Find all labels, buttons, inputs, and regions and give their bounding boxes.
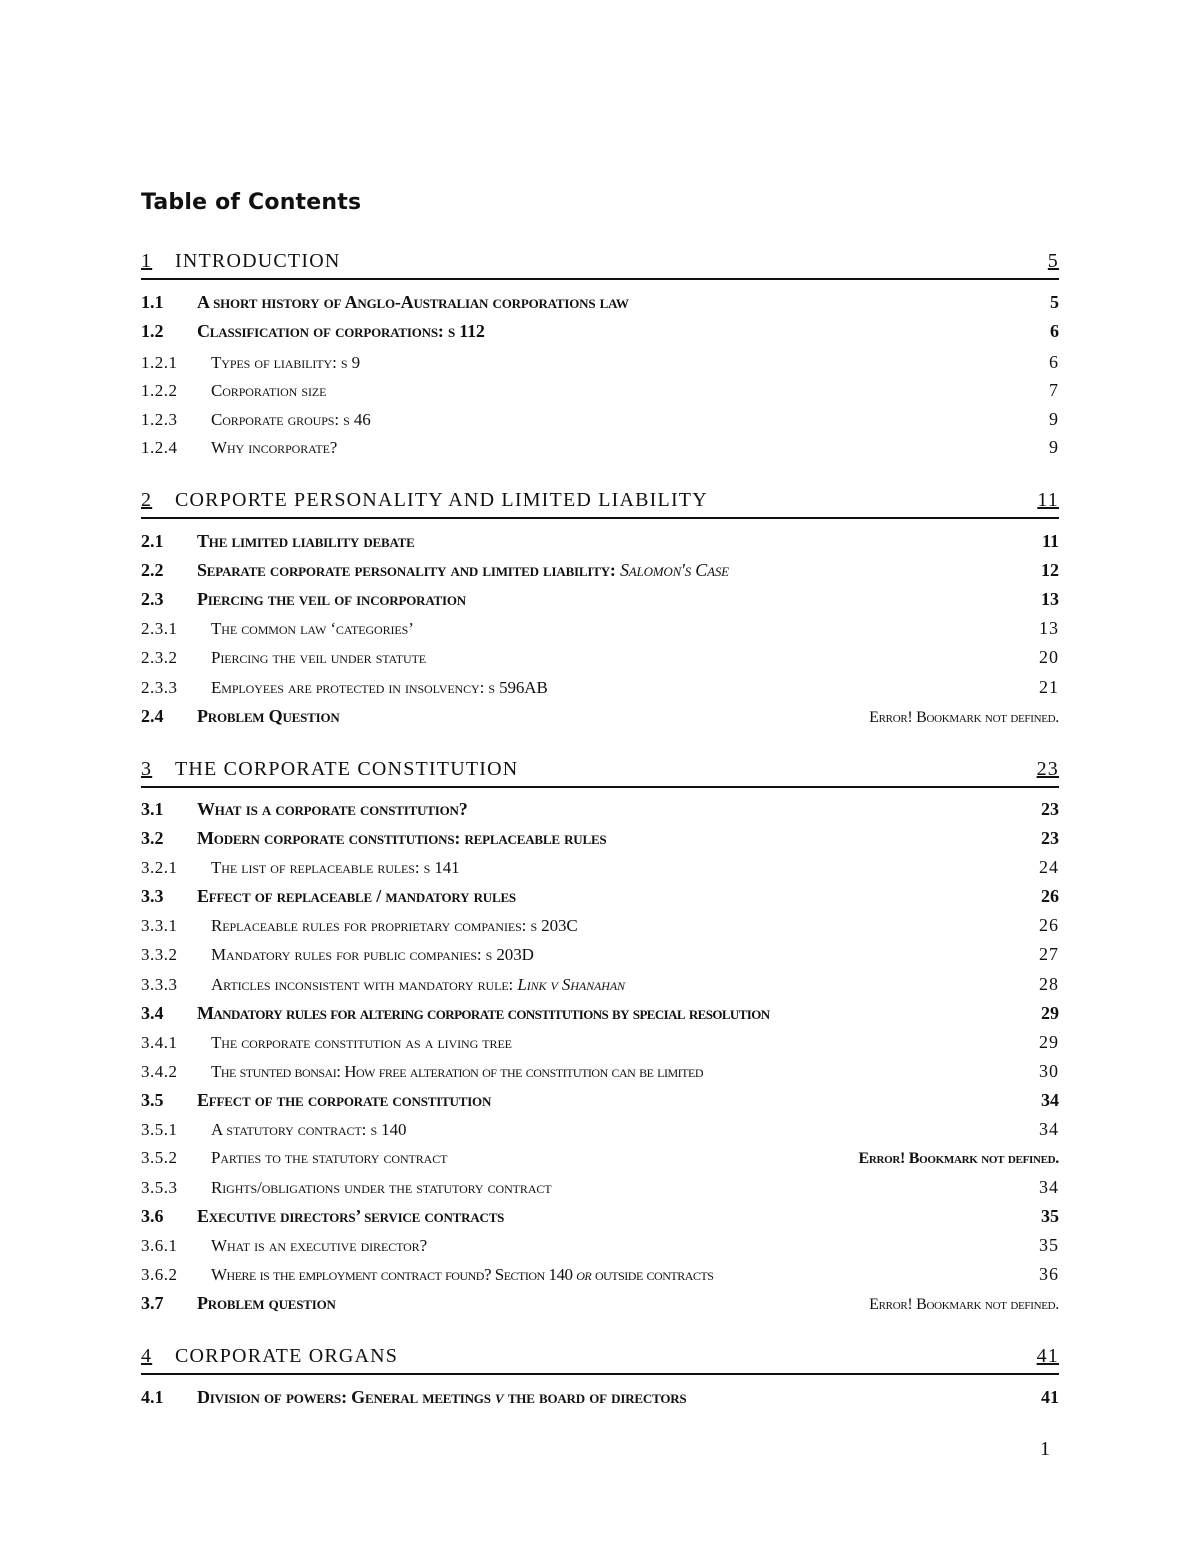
toc-entry-3[interactable]	[141, 758, 1059, 788]
entry-page: 20	[1039, 647, 1059, 667]
toc-entry-2-3-1[interactable]	[141, 618, 1059, 639]
entry-title: Types of liability: s 9	[211, 353, 360, 372]
entry-number: 3.5.1	[141, 1120, 178, 1139]
toc-entry-1-2-1[interactable]	[141, 352, 1059, 373]
entry-page: 11	[1041, 531, 1059, 551]
entry-page-error: Error! Bookmark not defined.	[858, 1150, 1059, 1167]
entry-number: 2.2	[141, 560, 164, 580]
entry-number: 3	[141, 758, 153, 780]
toc-entry-3-5-3[interactable]	[141, 1177, 1059, 1198]
entry-title: The common law ‘categories’	[211, 619, 414, 638]
entry-page: 34	[1041, 1090, 1059, 1110]
entry-title: THE CORPORATE CONSTITUTION	[175, 758, 519, 780]
entry-number: 1.2	[141, 321, 164, 341]
entry-number: 3.4	[141, 1003, 164, 1023]
entry-title: Executive directors’ service contracts	[197, 1206, 505, 1226]
toc-entry-1-2-3[interactable]	[141, 409, 1059, 430]
entry-number: 3.2.1	[141, 858, 178, 877]
entry-number: 3.4.1	[141, 1033, 178, 1052]
toc-entry-3-3[interactable]	[141, 886, 1059, 907]
toc-entry-3-4[interactable]	[141, 1003, 1059, 1024]
toc-entry-2[interactable]	[141, 489, 1059, 519]
entry-title: Where is the employment contract found? Section 140 or outside contracts	[211, 1265, 714, 1284]
toc-entry-3-1[interactable]	[141, 799, 1059, 820]
toc-entry-3-2[interactable]	[141, 828, 1059, 849]
entry-title: Corporate groups: s 46	[211, 410, 371, 429]
entry-page: 28	[1039, 974, 1059, 994]
entry-title: A statutory contract: s 140	[211, 1120, 407, 1139]
entry-number: 2.4	[141, 706, 164, 726]
entry-page: 12	[1041, 560, 1059, 580]
entry-title: Rights/obligations under the statutory contract	[211, 1178, 552, 1197]
entry-number: 3.6	[141, 1206, 164, 1226]
entry-page: 41	[1036, 1345, 1059, 1367]
entry-number: 2.1	[141, 531, 164, 551]
toc-entry-2-3-3[interactable]	[141, 677, 1059, 698]
entry-title: CORPORTE PERSONALITY AND LIMITED LIABILITY	[175, 489, 708, 511]
entry-title: Articles inconsistent with mandatory rule: Link v Shanahan	[211, 975, 625, 994]
entry-number: 3.3.2	[141, 945, 178, 964]
case-name: Link v Shanahan	[517, 975, 625, 994]
entry-title: Replaceable rules for proprietary companies: s 203C	[211, 916, 578, 935]
entry-number: 3.2	[141, 828, 164, 848]
entry-number: 3.6.1	[141, 1236, 178, 1255]
entry-page: 21	[1039, 677, 1059, 697]
entry-number: 3.7	[141, 1293, 164, 1313]
entry-page: 13	[1041, 589, 1059, 609]
entry-page-error: Error! Bookmark not defined.	[869, 709, 1059, 726]
entry-number: 1.2.3	[141, 410, 178, 429]
entry-number: 3.1	[141, 799, 164, 819]
toc-entry-3-5[interactable]	[141, 1090, 1059, 1111]
entry-page: 26	[1041, 886, 1059, 906]
case-name: Salomon's Case	[620, 560, 729, 580]
entry-page: 23	[1041, 828, 1059, 848]
entry-page: 36	[1039, 1264, 1059, 1284]
toc-entry-2-3-2[interactable]	[141, 647, 1059, 668]
toc-entry-3-7[interactable]	[141, 1293, 1059, 1314]
toc-entry-1-1[interactable]	[141, 292, 1059, 313]
entry-title: Piercing the veil under statute	[211, 648, 427, 667]
toc-entry-2-1[interactable]	[141, 531, 1059, 552]
entry-title: Mandatory rules for altering corporate constitutions by special resolution	[197, 1003, 770, 1023]
entry-number: 3.5	[141, 1090, 164, 1110]
entry-number: 1	[141, 250, 153, 272]
entry-title: What is an executive director?	[211, 1236, 428, 1255]
entry-title: Why incorporate?	[211, 438, 338, 457]
toc-entry-2-4[interactable]	[141, 706, 1059, 727]
entry-title: INTRODUCTION	[175, 250, 341, 272]
entry-page: 5	[1050, 292, 1059, 312]
entry-number: 2.3.2	[141, 648, 178, 667]
entry-number: 2.3	[141, 589, 164, 609]
entry-number: 3.5.3	[141, 1178, 178, 1197]
toc-entry-1-2[interactable]	[141, 321, 1059, 342]
entry-title: Problem question	[197, 1293, 336, 1313]
entry-page: 23	[1041, 799, 1059, 819]
entry-number: 2.3.3	[141, 678, 178, 697]
entry-title: Modern corporate constitutions: replaceable rules	[197, 828, 607, 848]
entry-page: 35	[1041, 1206, 1059, 1226]
toc-title: Table of Contents	[141, 190, 362, 215]
entry-page: 26	[1039, 915, 1059, 935]
entry-title: Effect of the corporate constitution	[197, 1090, 492, 1110]
entry-title: CORPORATE ORGANS	[175, 1345, 399, 1367]
toc-entry-3-6[interactable]	[141, 1206, 1059, 1227]
entry-number: 1.2.2	[141, 381, 178, 400]
entry-title: Parties to the statutory contract	[211, 1148, 448, 1167]
entry-title: The list of replaceable rules: s 141	[211, 858, 460, 877]
entry-title: Separate corporate personality and limited liability: Salomon's Case	[197, 560, 729, 580]
entry-page: 24	[1039, 857, 1059, 877]
entry-page: 29	[1041, 1003, 1059, 1023]
entry-number: 2.3.1	[141, 619, 178, 638]
entry-number: 4	[141, 1345, 153, 1367]
toc-entry-4-1[interactable]	[141, 1387, 1059, 1408]
entry-page: 6	[1049, 352, 1059, 372]
toc-entry-3-2-1[interactable]	[141, 857, 1059, 878]
entry-title: Mandatory rules for public companies: s 203D	[211, 945, 534, 964]
entry-page: 35	[1039, 1235, 1059, 1255]
entry-title: Employees are protected in insolvency: s 596AB	[211, 678, 548, 697]
toc-entry-1[interactable]	[141, 250, 1059, 280]
toc-entry-3-5-1[interactable]	[141, 1119, 1059, 1140]
entry-page: 6	[1050, 321, 1059, 341]
entry-page-error: Error! Bookmark not defined.	[869, 1296, 1059, 1313]
entry-page: 34	[1039, 1119, 1059, 1139]
toc-entry-3-4-2[interactable]	[141, 1061, 1059, 1082]
toc-entry-1-2-2[interactable]	[141, 380, 1059, 401]
entry-title: Effect of replaceable / mandatory rules	[197, 886, 516, 906]
entry-page: 27	[1039, 944, 1059, 964]
toc-entry-2-2[interactable]	[141, 560, 1059, 581]
entry-page: 11	[1037, 489, 1059, 511]
toc-entry-1-2-4[interactable]	[141, 437, 1059, 458]
entry-number: 1.2.1	[141, 353, 178, 372]
toc-entry-3-6-2[interactable]	[141, 1264, 1059, 1285]
entry-number: 3.5.2	[141, 1148, 178, 1167]
entry-page: 9	[1049, 409, 1059, 429]
entry-page: 30	[1039, 1061, 1059, 1081]
entry-title: The limited liability debate	[197, 531, 415, 551]
toc-entry-3-6-1[interactable]	[141, 1235, 1059, 1256]
entry-title: A short history of Anglo-Australian corporations law	[197, 292, 629, 312]
entry-page: 34	[1039, 1177, 1059, 1197]
entry-page: 13	[1039, 618, 1059, 638]
entry-page: 29	[1039, 1032, 1059, 1052]
entry-number: 1.1	[141, 292, 164, 312]
toc-entry-3-3-2[interactable]	[141, 944, 1059, 965]
italic-word: v	[495, 1387, 504, 1407]
entry-page: 23	[1036, 758, 1059, 780]
italic-word: or	[576, 1265, 592, 1284]
entry-page: 7	[1049, 380, 1059, 400]
entry-title: Piercing the veil of incorporation	[197, 589, 466, 609]
entry-title: Corporation size	[211, 381, 327, 400]
toc-entry-3-3-1[interactable]	[141, 915, 1059, 936]
entry-title: Classification of corporations: s 112	[197, 321, 485, 341]
entry-number: 4.1	[141, 1387, 164, 1407]
entry-page: 41	[1041, 1387, 1059, 1407]
entry-number: 3.3.1	[141, 916, 178, 935]
entry-title: The corporate constitution as a living tree	[211, 1033, 512, 1052]
entry-title: Division of powers: General meetings v the board of directors	[197, 1387, 687, 1407]
toc-entry-4[interactable]	[141, 1345, 1059, 1375]
entry-number: 3.4.2	[141, 1062, 178, 1081]
entry-page: 5	[1047, 250, 1059, 272]
toc-entry-3-5-2[interactable]	[141, 1148, 1059, 1168]
entry-number: 2	[141, 489, 153, 511]
entry-title: Problem Question	[197, 706, 340, 726]
toc-entry-3-3-3[interactable]	[141, 974, 1059, 995]
entry-number: 1.2.4	[141, 438, 178, 457]
page-number: 1	[1040, 1438, 1050, 1460]
toc-entry-2-3[interactable]	[141, 589, 1059, 610]
entry-title: What is a corporate constitution?	[197, 799, 468, 819]
entry-number: 3.3	[141, 886, 164, 906]
entry-page: 9	[1049, 437, 1059, 457]
entry-number: 3.3.3	[141, 975, 178, 994]
entry-title: The stunted bonsai: How free alteration of the constitution can be limited	[211, 1062, 703, 1081]
entry-number: 3.6.2	[141, 1265, 178, 1284]
toc-entry-3-4-1[interactable]	[141, 1032, 1059, 1053]
